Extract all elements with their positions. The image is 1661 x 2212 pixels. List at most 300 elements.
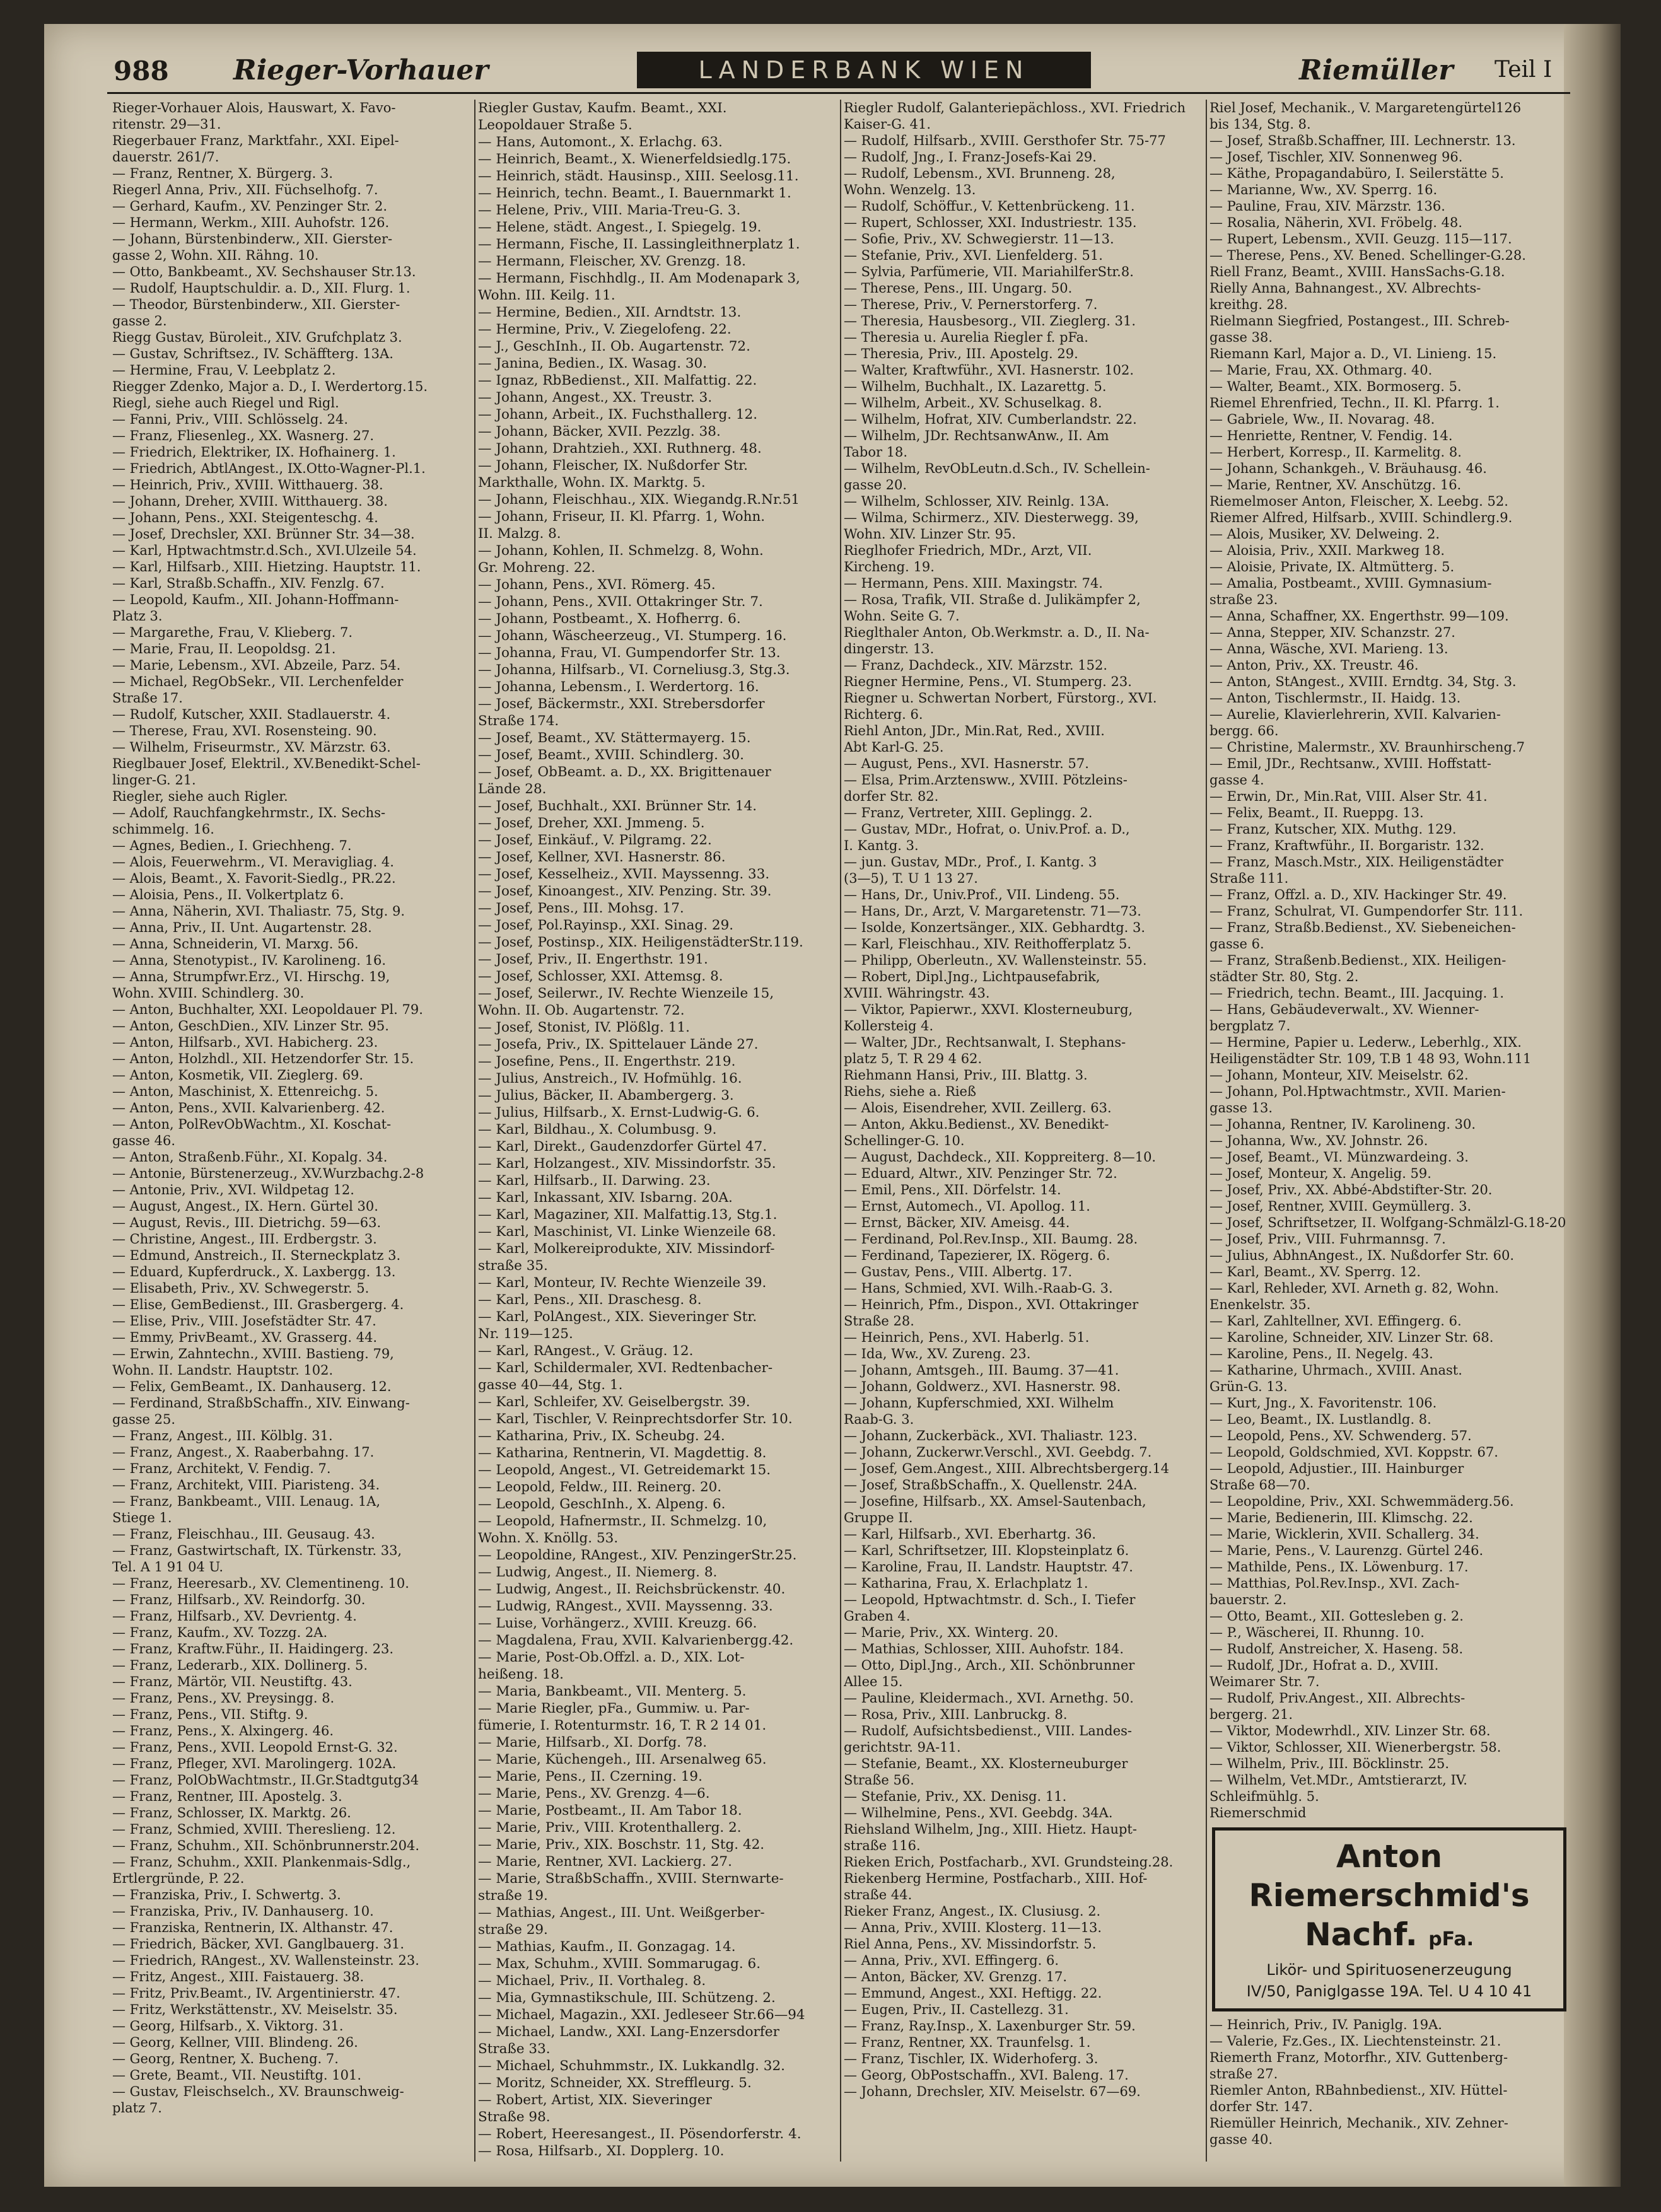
directory-entry: Schleifmühlg. 5. <box>1209 1789 1319 1804</box>
directory-entry: — Josef, Beamt., VI. Münzwardeing. 3. <box>1209 1150 1469 1165</box>
directory-entry: XVIII. Währingstr. 43. <box>844 986 990 1001</box>
directory-entry: — Walter, Kraftwführ., XVI. Hasnerstr. 102. <box>844 363 1134 378</box>
directory-entry: — Georg, Kellner, VIII. Blindeng. 26. <box>112 2035 358 2050</box>
directory-entry: platz 7. <box>112 2100 162 2116</box>
directory-entry: — Franz, Kraftwführ., II. Borgaristr. 132. <box>1209 838 1484 853</box>
directory-entry: — Gustav, Schriftsez., IV. Schäffterg. 13A. <box>112 346 393 361</box>
directory-entry: — Karl, Maschinist, VI. Linke Wienzeile 68. <box>478 1224 776 1240</box>
directory-entry: — Josef, Beamt., XV. Stättermayerg. 15. <box>478 730 751 746</box>
directory-entry: — Robert, Heeresangest., II. Pösendorferstr. 4. <box>478 2126 801 2142</box>
directory-entry: — Anna, Wäsche, XVI. Marieng. 13. <box>1209 641 1448 656</box>
directory-entry: — Hermine, Priv., V. Ziegelofeng. 22. <box>478 322 731 337</box>
directory-entry: — Franz, Ray.Insp., X. Laxenburger Str. 59. <box>844 2018 1136 2034</box>
directory-entry: — Karl, Fleischhau., XIV. Reithofferplatz 5. <box>844 936 1132 952</box>
directory-entry: — Franz, Hilfsarb., XV. Devrientg. 4. <box>112 1609 357 1624</box>
directory-entry: Weimarer Str. 7. <box>1209 1674 1320 1689</box>
directory-entry: — Hermann, Fischhdlg., II. Am Modenapark 3, <box>478 271 800 286</box>
directory-entry: — Franz, Kraftw.Führ., II. Haidingerg. 23. <box>112 1641 394 1656</box>
directory-entry: — Karl, Bildhau., X. Columbusg. 9. <box>478 1122 717 1138</box>
directory-entry: — Karl, Hilfsarb., XVI. Eberhartg. 36. <box>844 1527 1097 1542</box>
directory-entry: Allee 15. <box>844 1674 903 1689</box>
directory-entry: — Franz, Pens., VII. Stiftg. 9. <box>112 1707 308 1722</box>
directory-entry: Riell Franz, Beamt., XVIII. HansSachs-G.18. <box>1209 264 1505 279</box>
directory-entry: — Anna, Stepper, XIV. Schanzstr. 27. <box>1209 625 1455 640</box>
column-divider <box>840 100 841 2162</box>
directory-entry: — Johann, Pens., XVII. Ottakringer Str. 7. <box>478 594 763 610</box>
directory-entry: straße 27. <box>1209 2066 1278 2081</box>
directory-entry: — Franz, Fliesenleg., XX. Wasnerg. 27. <box>112 428 375 443</box>
directory-entry: Riehsland Wilhelm, Jng., XIII. Hietz. Haupt- <box>844 1822 1137 1837</box>
directory-entry: — Johann, Arbeit., IX. Fuchsthallerg. 12. <box>478 407 758 422</box>
directory-entry: — Johann, Goldwerz., XVI. Hasnerstr. 98. <box>844 1379 1121 1394</box>
directory-entry: — Wilhelm, Vet.MDr., Amtstierarzt, IV. <box>1209 1773 1467 1788</box>
directory-entry: Rieglbauer Josef, Elektril., XV.Benedikt-Schel- <box>112 756 421 771</box>
directory-entry: — Julius, Bäcker, II. Abambergerg. 3. <box>478 1088 734 1103</box>
directory-entry: — Katharine, Uhrmach., XVIII. Anast. <box>1209 1363 1462 1378</box>
directory-entry: — Hermine, Bedien., XII. Arndtstr. 13. <box>478 305 742 320</box>
directory-entry: — Johann, Monteur, XIV. Meiselstr. 62. <box>1209 1068 1469 1083</box>
directory-entry: — Walter, Beamt., XIX. Bormoserg. 5. <box>1209 379 1462 394</box>
directory-entry: Abt Karl-G. 25. <box>844 740 944 755</box>
directory-entry: Graben 4. <box>844 1609 911 1624</box>
directory-entry: Markthalle, Wohn. IX. Marktg. 5. <box>478 475 706 491</box>
directory-entry: — Wilhelmine, Pens., XVI. Geebdg. 34A. <box>844 1805 1113 1820</box>
directory-entry: — Josef, Straßb.Schaffner, III. Lechnerstr. 13. <box>1209 133 1516 148</box>
directory-entry: — Franz, Pens., X. Alxingerg. 46. <box>112 1723 334 1738</box>
directory-entry: — Leopold, Adjustier., III. Hainburger <box>1209 1461 1464 1476</box>
directory-entry: — Johann, Wäscheerzeug., VI. Stumperg. 16. <box>478 628 787 644</box>
directory-entry: dingerstr. 13. <box>844 641 935 656</box>
directory-entry: — Emmy, PrivBeamt., XV. Grasserg. 44. <box>112 1330 378 1345</box>
directory-entry: — Pauline, Kleidermach., XVI. Arnethg. 50. <box>844 1691 1134 1706</box>
directory-entry: — Heinrich, Priv., XVIII. Witthauerg. 38. <box>112 477 383 492</box>
directory-entry: — Katharina, Priv., IX. Scheubg. 24. <box>478 1428 725 1444</box>
directory-entry: — Leopold, Kaufm., XII. Johann-Hoffmann- <box>112 592 399 607</box>
directory-entry: — Robert, Dipl.Jng., Lichtpausefabrik, <box>844 969 1100 984</box>
directory-entry: — Mathilde, Pens., IX. Löwenburg. 17. <box>1209 1559 1469 1575</box>
directory-entry: — Maria, Bankbeamt., VII. Menterg. 5. <box>478 1684 747 1699</box>
directory-entry: Riemel Ehrenfried, Techn., II. Kl. Pfarrg. 1. <box>1209 395 1500 410</box>
directory-entry: — Marie, Bedienerin, III. Klimschg. 22. <box>1209 1510 1473 1525</box>
directory-entry: — Josef, Priv., VIII. Fuhrmannsg. 7. <box>1209 1231 1446 1247</box>
directory-entry: — Ernst, Bäcker, XIV. Ameisg. 44. <box>844 1215 1070 1230</box>
directory-entry: — Ernst, Automech., VI. Apollog. 11. <box>844 1199 1090 1214</box>
directory-entry: — Hermann, Werkm., XIII. Auhofstr. 126. <box>112 215 390 230</box>
directory-entry: — Leopold, Hafnermstr., II. Schmelzg. 10, <box>478 1513 767 1529</box>
directory-entry: — Josef, Buchhalt., XXI. Brünner Str. 14. <box>478 798 757 814</box>
directory-entry: — Franz, Kaufm., XV. Tozzg. 2A. <box>112 1625 328 1640</box>
directory-entry: Riegner Hermine, Pens., VI. Stumperg. 23. <box>844 674 1132 689</box>
directory-entry: — Robert, Artist, XIX. Sieveringer <box>478 2092 712 2108</box>
directory-entry: — Josef, Priv., XX. Abbé-Abdstifter-Str. 20. <box>1209 1182 1493 1197</box>
directory-entry: — Rudolf, Priv.Angest., XII. Albrechts- <box>1209 1691 1466 1706</box>
directory-entry: — Margarethe, Frau, V. Klieberg. 7. <box>112 625 353 640</box>
directory-entry: linger-G. 21. <box>112 772 196 788</box>
directory-entry: — Georg, ObPostschaffn., XVI. Baleng. 17. <box>844 2068 1129 2083</box>
directory-entry: Heiligenstädter Str. 109, T.B 1 48 93, Wohn.111 <box>1209 1051 1532 1066</box>
directory-entry: Gr. Mohreng. 22. <box>478 560 596 576</box>
directory-entry: — Wilma, Schirmerz., XIV. Diesterwegg. 39, <box>844 510 1139 525</box>
directory-entry: — Therese, Frau, XVI. Rosensteing. 90. <box>112 723 377 738</box>
directory-entry: — Franz, Masch.Mstr., XIX. Heiligenstädter <box>1209 854 1503 870</box>
directory-entry: — Marie, Wicklerin, XVII. Schallerg. 34. <box>1209 1527 1479 1542</box>
directory-entry: — Aloisia, Priv., XXII. Markweg 18. <box>1209 543 1445 558</box>
directory-entry: — Theresia, Priv., III. Apostelg. 29. <box>844 346 1078 361</box>
directory-entry: — Michael, Magazin., XXI. Jedleseer Str.66—94 <box>478 2007 805 2023</box>
directory-entry: — Josef, Seilerwr., IV. Rechte Wienzeile 15, <box>478 986 774 1001</box>
directory-entry: — Josef, Pol.Rayinsp., XXI. Sinag. 29. <box>478 917 734 933</box>
directory-entry: — Johanna, Hilfsarb., VI. Corneliusg.3, Stg.3. <box>478 662 790 678</box>
directory-entry: — Franz, Architekt, V. Fendig. 7. <box>112 1461 331 1476</box>
directory-entry: — Josef, Kinoangest., XIV. Penzing. Str. 39. <box>478 883 772 899</box>
directory-entry: — Emil, Pens., XII. Dörfelstr. 14. <box>844 1182 1061 1197</box>
directory-entry: — Therese, Pens., III. Ungarg. 50. <box>844 281 1073 296</box>
directory-entry: Riegler Rudolf, Galanteriepächloss., XVI. Friedrich <box>844 100 1186 115</box>
directory-entry: — Franz, Bankbeamt., VIII. Lenaug. 1A, <box>112 1494 381 1509</box>
directory-entry: — Franz, Schlosser, IX. Marktg. 26. <box>112 1805 351 1820</box>
directory-entry: Rielmann Siegfried, Postangest., III. Schreb- <box>1209 313 1510 329</box>
directory-entry: Enenkelstr. 35. <box>1209 1297 1311 1312</box>
directory-entry: Riegler, siehe auch Rigler. <box>112 789 288 804</box>
directory-entry: — Franz, Märtör, VII. Neustiftg. 43. <box>112 1674 353 1689</box>
directory-entry: — Hermine, Frau, V. Leebplatz 2. <box>112 363 336 378</box>
directory-entry: — Hans, Dr., Arzt, V. Margaretenstr. 71—73. <box>844 904 1141 919</box>
directory-entry: Ertlergründe, P. 22. <box>112 1871 245 1886</box>
directory-entry: — Erwin, Zahntechn., XVIII. Bastieng. 79, <box>112 1346 394 1361</box>
directory-entry: — Anna, Priv., XVIII. Klosterg. 11—13. <box>844 1920 1102 1935</box>
directory-entry: — Karl, Tischler, V. Reinprechtsdorfer Str. 10. <box>478 1411 793 1427</box>
header-part: Teil I <box>1495 57 1553 83</box>
directory-entry: — Hans, Gebäudeverwalt., XV. Wienner- <box>1209 1002 1479 1017</box>
directory-entry: Rieken Erich, Postfacharb., XVI. Grundsteing.28. <box>844 1854 1174 1870</box>
book-spine <box>1564 24 1621 2187</box>
directory-entry: — Walter, JDr., Rechtsanwalt, I. Stephans- <box>844 1035 1126 1050</box>
directory-entry: — Josef, Monteur, X. Angelig. 59. <box>1209 1166 1431 1181</box>
directory-entry: bergplatz 7. <box>1209 1018 1291 1033</box>
directory-entry: — Wilhelm, Buchhalt., IX. Lazarettg. 5. <box>844 379 1107 394</box>
directory-entry: — Antonie, Priv., XVI. Wildpetag 12. <box>112 1182 354 1197</box>
directory-entry: — Viktor, Schlosser, XII. Wienerbergstr. 58. <box>1209 1740 1501 1755</box>
directory-entry: — Karl, Monteur, IV. Rechte Wienzeile 39. <box>478 1275 767 1291</box>
directory-entry: — Marie, Priv., VIII. Krotenthallerg. 2. <box>478 1820 742 1836</box>
column-1 <box>112 100 472 2174</box>
directory-entry: — Marie, Pens., XV. Grenzg. 4—6. <box>478 1786 710 1802</box>
directory-entry: städter Str. 80, Stg. 2. <box>1209 969 1359 984</box>
directory-entry: — Mathias, Schlosser, XIII. Auhofstr. 184. <box>844 1641 1124 1656</box>
page-header <box>44 49 1570 93</box>
directory-entry: straße 116. <box>844 1838 921 1853</box>
directory-entry: — Johann, Amtsgeh., III. Baumg. 37—41. <box>844 1363 1119 1378</box>
directory-entry: — Johanna, Rentner, IV. Karolineng. 30. <box>1209 1117 1476 1132</box>
directory-entry: — Rosa, Trafik, VII. Straße d. Julikämpfer 2, <box>844 592 1141 607</box>
directory-entry: — Anton, GeschDien., XIV. Linzer Str. 95. <box>112 1018 389 1033</box>
directory-entry: — Felix, Beamt., II. Rueppg. 13. <box>1209 805 1424 820</box>
directory-entry: — Karl, Rehleder, XVI. Arneth g. 82, Wohn. <box>1209 1281 1499 1296</box>
directory-entry: straße 19. <box>478 1888 548 1904</box>
directory-entry: — Johann, Kohlen, II. Schmelzg. 8, Wohn. <box>478 543 764 559</box>
directory-entry: — Viktor, Papierwr., XXVI. Klosterneuburg, <box>844 1002 1133 1017</box>
directory-entry: Tel. A 1 91 04 U. <box>112 1559 223 1575</box>
directory-entry: Raab-G. 3. <box>844 1412 914 1427</box>
directory-entry: — Felix, GemBeamt., IX. Danhauserg. 12. <box>112 1379 392 1394</box>
ad-description: Likör- und Spirituosenerzeugung <box>1266 1961 1512 1979</box>
directory-entry: — Josef, Stonist, IV. Plößlg. 11. <box>478 1020 690 1035</box>
directory-entry: — Karl, Schriftsetzer, III. Klopsteinplatz 6. <box>844 1543 1129 1558</box>
directory-entry: — Heinrich, Beamt., X. Wienerfeldsiedlg.175. <box>478 151 791 167</box>
directory-entry: — Philipp, Oberleutn., XV. Wallensteinstr. 55. <box>844 953 1147 968</box>
directory-entry: — Johann, Fleischhau., XIX. Wiegandg.R.Nr.51 <box>478 492 800 508</box>
directory-entry: (3—5), T. U 1 13 27. <box>844 871 978 886</box>
directory-entry: — Karl, Straßb.Schaffn., XIV. Fenzlg. 67. <box>112 576 385 591</box>
directory-entry: gasse 6. <box>1209 936 1264 952</box>
directory-entry: — Karl, Inkassant, XIV. Isbarng. 20A. <box>478 1190 733 1206</box>
directory-entry: — Anton, Hilfsarb., XVI. Habicherg. 23. <box>112 1035 378 1050</box>
directory-entry: Riekenberg Hermine, Postfacharb., XIII. Hof- <box>844 1871 1148 1886</box>
directory-entry: — Rudolf, Hauptschuldir. a. D., XII. Flurg. 1. <box>112 281 411 296</box>
directory-entry: — Josef, StraßbSchaffn., X. Quellenstr. 24A. <box>844 1477 1138 1493</box>
directory-entry: — Johann, Schankgeh., V. Bräuhausg. 46. <box>1209 461 1487 476</box>
ad-sub-text: Nachf. <box>1304 1916 1418 1953</box>
directory-entry: — Marie Riegler, pFa., Gummiw. u. Par- <box>478 1701 750 1716</box>
directory-entry: Riemelmoser Anton, Fleischer, X. Leebg. 52. <box>1209 494 1508 509</box>
directory-entry: Wohn. II. Ob. Augartenstr. 72. <box>478 1003 685 1018</box>
directory-entry: — Marie, Pens., II. Czerning. 19. <box>478 1769 702 1784</box>
directory-entry: — Marianne, Ww., XV. Sperrg. 16. <box>1209 182 1438 197</box>
directory-entry: — Karl, Hptwachtmstr.d.Sch., XVI.Ulzeile 54. <box>112 543 417 558</box>
directory-entry: — Karoline, Frau, II. Landstr. Hauptstr. 47. <box>844 1559 1133 1575</box>
directory-entry: I. Kantg. 3. <box>844 838 919 853</box>
directory-entry: — Eugen, Priv., II. Castellezg. 31. <box>844 2002 1069 2017</box>
directory-entry: — Friedrich, Bäcker, XVI. Ganglbauerg. 31. <box>112 1936 405 1952</box>
directory-entry: — Julius, Hilfsarb., X. Ernst-Ludwig-G. 6. <box>478 1105 760 1121</box>
directory-entry: — Johann, Friseur, II. Kl. Pfarrg. 1, Wohn. <box>478 509 766 525</box>
directory-entry: — Otto, Dipl.Jng., Arch., XII. Schönbrunner <box>844 1658 1135 1673</box>
directory-entry: — Mathias, Angest., III. Unt. Weißgerber- <box>478 1905 765 1921</box>
directory-entry: Riegl, siehe auch Riegel und Rigl. <box>112 395 339 410</box>
directory-entry: — Franz, Gastwirtschaft, IX. Türkenstr. 33, <box>112 1543 402 1558</box>
directory-entry: — Heinrich, Priv., IV. Paniglg. 19A. <box>1209 2017 1442 2032</box>
directory-entry: — Ludwig, Angest., II. Niemerg. 8. <box>478 1564 718 1580</box>
directory-entry: — Wilhelm, RevObLeutn.d.Sch., IV. Schellein- <box>844 461 1150 476</box>
directory-entry: — Michael, Landw., XXI. Lang-Enzersdorfer <box>478 2024 779 2040</box>
directory-entry: — Anton, Maschinist, X. Ettenreichg. 5. <box>112 1084 378 1099</box>
directory-entry: — Josef, Kellner, XVI. Hasnerstr. 86. <box>478 849 726 865</box>
directory-entry: — Franz, PolObWachtmstr., II.Gr.Stadtgutg34 <box>112 1773 419 1788</box>
directory-entry: Kaiser-G. 41. <box>844 117 931 132</box>
directory-entry: — Marie, Priv., XIX. Boschstr. 11, Stg. 42. <box>478 1837 765 1853</box>
directory-entry: — Rupert, Schlosser, XXI. Industriestr. 135. <box>844 215 1137 230</box>
directory-entry: — Josef, Beamt., XVIII. Schindlerg. 30. <box>478 747 744 763</box>
directory-entry: — Magdalena, Frau, XVII. Kalvarienbergg.42. <box>478 1633 794 1648</box>
directory-entry: — Rudolf, Jng., I. Franz-Josefs-Kai 29. <box>844 149 1097 165</box>
directory-entry: Riel Josef, Mechanik., V. Margaretengürtel126 <box>1209 100 1522 115</box>
directory-entry: dorfer Str. 82. <box>844 789 939 804</box>
directory-entry: Lände 28. <box>478 781 547 797</box>
directory-entry: — Christine, Malermstr., XV. Braunhirscheng.7 <box>1209 740 1525 755</box>
directory-entry: — Karl, Pens., XII. Draschesg. 8. <box>478 1292 702 1308</box>
directory-entry: straße 44. <box>844 1887 912 1902</box>
directory-entry: — Josef, Priv., II. Engerthstr. 191. <box>478 952 708 967</box>
directory-entry: — Rupert, Lebensm., XVII. Geuzg. 115—117. <box>1209 231 1512 247</box>
directory-entry: Riemer Alfred, Hilfsarb., XVIII. Schindlerg.9. <box>1209 510 1513 525</box>
directory-entry: — Franz, Schuhm., XII. Schönbrunnerstr.204. <box>112 1838 420 1853</box>
directory-entry: — Leopold, GeschInh., X. Alpeng. 6. <box>478 1496 726 1512</box>
directory-entry: gasse 25. <box>112 1412 176 1427</box>
directory-entry: — Karl, Hilfsarb., II. Darwing. 23. <box>478 1173 711 1189</box>
directory-entry: — jun. Gustav, MDr., Prof., I. Kantg. 3 <box>844 854 1097 870</box>
header-right-title: Riemüller <box>1299 54 1454 86</box>
ad-subtitle <box>1220 1915 1558 1959</box>
directory-entry: dauerstr. 261/7. <box>112 149 219 165</box>
directory-entry: — Friedrich, AbtlAngest., IX.Otto-Wagner-Pl.1. <box>112 461 426 476</box>
directory-entry: — Josef, Tischler, XIV. Sonnenweg 96. <box>1209 149 1463 165</box>
directory-entry: — Anton, Pens., XVII. Kalvarienberg. 42. <box>112 1100 385 1115</box>
directory-entry: — Alois, Eisendreher, XVII. Zeillerg. 63. <box>844 1100 1112 1115</box>
directory-entry: — Franz, Architekt, VIII. Piaristeng. 34. <box>112 1477 380 1493</box>
directory-entry: — Johann, Zuckerbäck., XVI. Thaliastr. 123. <box>844 1428 1138 1443</box>
directory-entry: gasse 38. <box>1209 330 1273 345</box>
directory-entry: — Marie, Lebensm., XVI. Abzeile, Parz. 54. <box>112 658 401 673</box>
directory-entry: — Anna, Näherin, XVI. Thaliastr. 75, Stg. 9. <box>112 904 405 919</box>
directory-entry: — Otto, Beamt., XII. Gottesleben g. 2. <box>1209 1609 1464 1624</box>
directory-entry: schimmelg. 16. <box>112 822 214 837</box>
directory-entry: — Johann, Zuckerwr.Verschl., XVI. Geebdg. 7. <box>844 1445 1152 1460</box>
directory-entry: — Julius, Anstreich., IV. Hofmühlg. 16. <box>478 1071 742 1086</box>
directory-entry: — Hermann, Pens. XIII. Maxingstr. 74. <box>844 576 1103 591</box>
directory-entry: — Karl, Magaziner, XII. Malfattig.13, Stg.1. <box>478 1207 778 1223</box>
directory-entry: — Franz, Angest., III. Kölblg. 31. <box>112 1428 333 1443</box>
directory-entry: — Franz, Hilfsarb., XV. Reindorfg. 30. <box>112 1592 366 1607</box>
directory-entry: — Josefine, Pens., II. Engerthstr. 219. <box>478 1054 736 1069</box>
directory-entry: — Michael, Priv., II. Vorthaleg. 8. <box>478 1973 706 1989</box>
directory-entry: — Viktor, Modewrhdl., XIV. Linzer Str. 68. <box>1209 1723 1491 1738</box>
directory-entry: — Theresia u. Aurelia Riegler f. pFa. <box>844 330 1088 345</box>
directory-entry: — Anna, Priv., II. Unt. Augartenstr. 28. <box>112 920 372 935</box>
directory-entry: — Rosa, Priv., XIII. Lanbruckg. 8. <box>844 1707 1068 1722</box>
directory-entry: — August, Pens., XVI. Hasnerstr. 57. <box>844 756 1089 771</box>
directory-entry: — Aloisia, Pens., II. Volkertplatz 6. <box>112 887 344 902</box>
directory-entry: — Karoline, Schneider, XIV. Linzer Str. 68. <box>1209 1330 1494 1345</box>
directory-entry: — Marie, StraßbSchaffn., XVIII. Sternwarte- <box>478 1871 784 1887</box>
directory-entry: Gruppe II. <box>844 1510 913 1525</box>
page-number: 988 <box>114 55 169 86</box>
directory-entry: — Marie, Pens., V. Laurenzg. Gürtel 246. <box>1209 1543 1484 1558</box>
directory-entry: — Janina, Bedien., IX. Wasag. 30. <box>478 356 708 371</box>
advertisement <box>1212 1827 1566 2011</box>
directory-entry: — Karl, Schleifer, XV. Geiselbergstr. 39. <box>478 1394 750 1410</box>
directory-entry: — Otto, Bankbeamt., XV. Sechshauser Str.13. <box>112 264 416 279</box>
directory-entry: — Isolde, Konzertsänger., XIX. Gebhardtg. 3. <box>844 920 1146 935</box>
directory-entry: — Josef, Einkäuf., V. Pilgramg. 22. <box>478 832 712 848</box>
column-4-after-ad <box>1209 2017 1569 2148</box>
directory-entry: — Pauline, Frau, XIV. Märzstr. 136. <box>1209 199 1445 214</box>
directory-entry: Rieglthaler Anton, Ob.Werkmstr. a. D., II. Na- <box>844 625 1150 640</box>
directory-entry: — Marie, Post-Ob.Offzl. a. D., XIX. Lot- <box>478 1650 745 1665</box>
directory-entry: — Helene, städt. Angest., I. Spiegelg. 19. <box>478 219 762 235</box>
directory-entry: — Josefine, Hilfsarb., XX. Amsel-Sautenbach, <box>844 1494 1146 1509</box>
directory-entry: — Johann, Postbeamt., X. Hofherrg. 6. <box>478 611 741 627</box>
directory-entry: — Gustav, Pens., VIII. Albertg. 17. <box>844 1264 1073 1279</box>
directory-entry: II. Malzg. 8. <box>478 526 561 542</box>
directory-entry: — Erwin, Dr., Min.Rat, VIII. Alser Str. 41. <box>1209 789 1488 804</box>
directory-entry: — Josef, Rentner, XVIII. Geymüllerg. 3. <box>1209 1199 1472 1214</box>
directory-entry: — Franz, Angest., X. Raaberbahng. 17. <box>112 1445 375 1460</box>
directory-entry: — Heinrich, städt. Hausinsp., XIII. Seelosg.11. <box>478 168 799 184</box>
directory-entry: Richterg. 6. <box>844 707 923 722</box>
directory-entry: Grün-G. 13. <box>1209 1379 1288 1394</box>
directory-entry: — Franz, Rentner, III. Apostelg. 3. <box>112 1789 342 1804</box>
directory-entry: — Franz, Pens., XVII. Leopold Ernst-G. 32. <box>112 1740 398 1755</box>
directory-entry: — Gerhard, Kaufm., XV. Penzinger Str. 2. <box>112 199 388 214</box>
directory-entry: Straße 174. <box>478 713 559 729</box>
directory-entry: — Hans, Dr., Univ.Prof., VII. Lindeng. 55. <box>844 887 1120 902</box>
directory-entry: — Leopold, Pens., XV. Schwenderg. 57. <box>1209 1428 1472 1443</box>
directory-entry: — Karl, Beamt., XV. Sperrg. 12. <box>1209 1264 1421 1279</box>
directory-entry: — Alois, Musiker, XV. Delweing. 2. <box>1209 527 1440 542</box>
directory-entry: Kollersteig 4. <box>844 1018 934 1033</box>
directory-entry: Straße 17. <box>112 690 183 706</box>
directory-entry: — Franz, Rentner, X. Bürgerg. 3. <box>112 166 334 181</box>
directory-entry: — Johann, Bürstenbinderw., XII. Gierster- <box>112 231 393 247</box>
directory-entry: gasse 4. <box>1209 772 1264 788</box>
directory-entry: Schellinger-G. 10. <box>844 1133 965 1148</box>
directory-entry: — Ida, Ww., XV. Zureng. 23. <box>844 1346 1031 1361</box>
directory-entry: Wohn. X. Knöllg. 53. <box>478 1530 619 1546</box>
directory-entry: Riemerth Franz, Motorfhr., XIV. Guttenberg- <box>1209 2050 1508 2065</box>
directory-entry: — Franz, Lederarb., XIX. Dollinerg. 5. <box>112 1658 368 1673</box>
directory-entry: — Josef, Schriftsetzer, II. Wolfgang-Schmälzl-G.18-20 <box>1209 1215 1566 1230</box>
directory-entry: — Agnes, Bedien., I. Griechheng. 7. <box>112 838 352 853</box>
directory-entry: — Friedrich, RAngest., XV. Wallensteinstr. 23. <box>112 1953 419 1968</box>
directory-entry: — Moritz, Schneider, XX. Streffleurg. 5. <box>478 2075 752 2091</box>
directory-entry: kreithg. 28. <box>1209 297 1288 312</box>
directory-entry: — Michael, Schuhmmstr., IX. Lukkandlg. 32. <box>478 2058 785 2074</box>
directory-entry: — Elsa, Prim.Arztensww., XVIII. Pötzleins- <box>844 772 1128 788</box>
directory-entry: — P., Wäscherei, II. Rhunng. 10. <box>1209 1625 1425 1640</box>
directory-entry: — Herbert, Korresp., II. Karmelitg. 8. <box>1209 445 1462 460</box>
directory-entry: — August, Angest., IX. Hern. Gürtel 30. <box>112 1199 378 1214</box>
directory-entry: — Sofie, Priv., XV. Schwegierstr. 11—13. <box>844 231 1114 247</box>
directory-entry: — Karoline, Pens., II. Negelg. 43. <box>1209 1346 1433 1361</box>
directory-entry: Rieglhofer Friedrich, MDr., Arzt, VII. <box>844 543 1092 558</box>
header-left-title: Rieger-Vorhauer <box>233 54 489 86</box>
directory-entry: gasse 40. <box>1209 2132 1273 2147</box>
directory-entry: — Aloisie, Private, IX. Altmütterg. 5. <box>1209 559 1455 574</box>
directory-entry: — Theodor, Bürstenbinderw., XII. Gierster- <box>112 297 400 312</box>
directory-entry: — Elise, Priv., VIII. Josefstädter Str. 47. <box>112 1313 376 1329</box>
ad-company-name: Anton Riemerschmid's <box>1249 1838 1530 1914</box>
directory-entry: Tabor 18. <box>844 445 908 460</box>
directory-entry: — Fritz, Priv.Beamt., IV. Argentinierstr. 47. <box>112 1986 400 2001</box>
directory-entry: Straße 111. <box>1209 871 1289 886</box>
directory-entry: — Ferdinand, Tapezierer, IX. Rögerg. 6. <box>844 1248 1110 1263</box>
directory-entry: — Elise, GemBedienst., III. Grasbergerg. 4. <box>112 1297 404 1312</box>
directory-entry: — Anton, Straßenb.Führ., XI. Kopalg. 34. <box>112 1150 388 1165</box>
directory-entry: — Fritz, Angest., XIII. Faistauerg. 38. <box>112 1969 364 1984</box>
directory-entry: — Josef, Gem.Angest., XIII. Albrechtsbergerg.14 <box>844 1461 1170 1476</box>
directory-entry: Straße 68—70. <box>1209 1477 1310 1493</box>
directory-entry: Riemüller Heinrich, Mechanik., XIV. Zehner- <box>1209 2116 1508 2131</box>
directory-entry: Nr. 119—125. <box>478 1326 573 1342</box>
directory-entry: — Rudolf, Kutscher, XXII. Stadlauerstr. 4. <box>112 707 391 722</box>
directory-entry: straße 23. <box>1209 592 1278 607</box>
directory-entry: — Johann, Drahtzieh., XXI. Ruthnerg. 48. <box>478 441 762 457</box>
directory-entry: — Josefa, Priv., IX. Spittelauer Lände 27. <box>478 1037 759 1052</box>
directory-entry: — Marie, Küchengeh., III. Arsenalweg 65. <box>478 1752 767 1767</box>
directory-entry: — Rosa, Hilfsarb., XI. Dopplerg. 10. <box>478 2143 725 2159</box>
directory-entry: — Anton, Buchhalter, XXI. Leopoldauer Pl. 79. <box>112 1002 423 1017</box>
directory-entry: Riehl Anton, JDr., Min.Rat, Red., XVIII. <box>844 723 1105 738</box>
